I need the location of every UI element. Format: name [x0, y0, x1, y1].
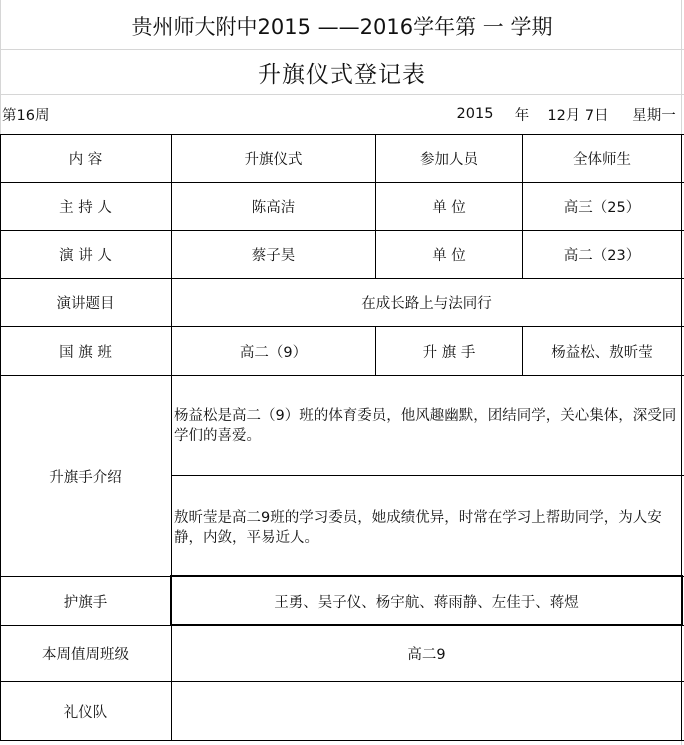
intro-text-2[interactable]: 敖昕莹是高二9班的学习委员，她成绩优异，时常在学习上帮助同学，为人安静，内敛，平易近人。: [174, 510, 662, 546]
speaker-label: 演 讲 人: [59, 248, 112, 264]
week-label: 第16周: [2, 107, 50, 124]
content-label: 内 容: [68, 152, 103, 168]
date-year-unit: 年: [514, 107, 530, 124]
host-unit-value[interactable]: 高三（25）: [563, 200, 641, 216]
host-label: 主 持 人: [59, 200, 112, 216]
content-value[interactable]: 升旗仪式: [244, 152, 303, 168]
intro-label: 升旗手介绍: [49, 469, 122, 486]
guard-value[interactable]: 王勇、吴子仪、杨宇航、蒋雨静、左佳于、蒋煜: [274, 594, 579, 611]
etiquette-value[interactable]: [172, 682, 681, 740]
flag-class-label: 国 旗 班: [59, 344, 112, 361]
gridline: [0, 94, 684, 95]
duty-class-value[interactable]: 高二9: [407, 647, 446, 663]
participants-value[interactable]: 全体师生: [573, 152, 631, 168]
table-border: [681, 134, 682, 741]
raiser-value[interactable]: 杨益松、敖昕莹: [551, 344, 653, 361]
date-year: 2015: [456, 106, 494, 122]
row-divider: [171, 475, 684, 476]
guard-label: 护旗手: [63, 594, 108, 611]
date-weekday: 星期一: [632, 107, 676, 124]
flag-class-value[interactable]: 高二（9）: [239, 344, 308, 361]
speaker-unit-value[interactable]: 高二（23）: [563, 248, 641, 264]
duty-class-label: 本周值周班级: [42, 647, 129, 663]
speaker-name[interactable]: 蔡子昊: [251, 248, 296, 264]
date-month-day: 12月 7日: [547, 107, 609, 124]
speaker-unit-label: 单 位: [432, 248, 466, 264]
gridline: [0, 49, 684, 50]
topic-label: 演讲题目: [56, 296, 115, 312]
row-divider: [0, 740, 684, 741]
host-name[interactable]: 陈高洁: [251, 200, 296, 216]
school-title: 贵州师大附中2015 ——2016学年第 一 学期: [131, 15, 553, 39]
raiser-label: 升 旗 手: [422, 344, 476, 361]
host-unit-label: 单 位: [432, 200, 466, 216]
form-title: 升旗仪式登记表: [258, 61, 426, 88]
etiquette-label: 礼仪队: [63, 704, 108, 721]
intro-text-1[interactable]: 杨益松是高二（9）班的体育委员，他风趣幽默，团结同学，关心集体，深受同学们的喜爱。: [174, 408, 677, 444]
topic-value[interactable]: 在成长路上与法同行: [361, 296, 492, 312]
participants-label: 参加人员: [420, 152, 478, 168]
